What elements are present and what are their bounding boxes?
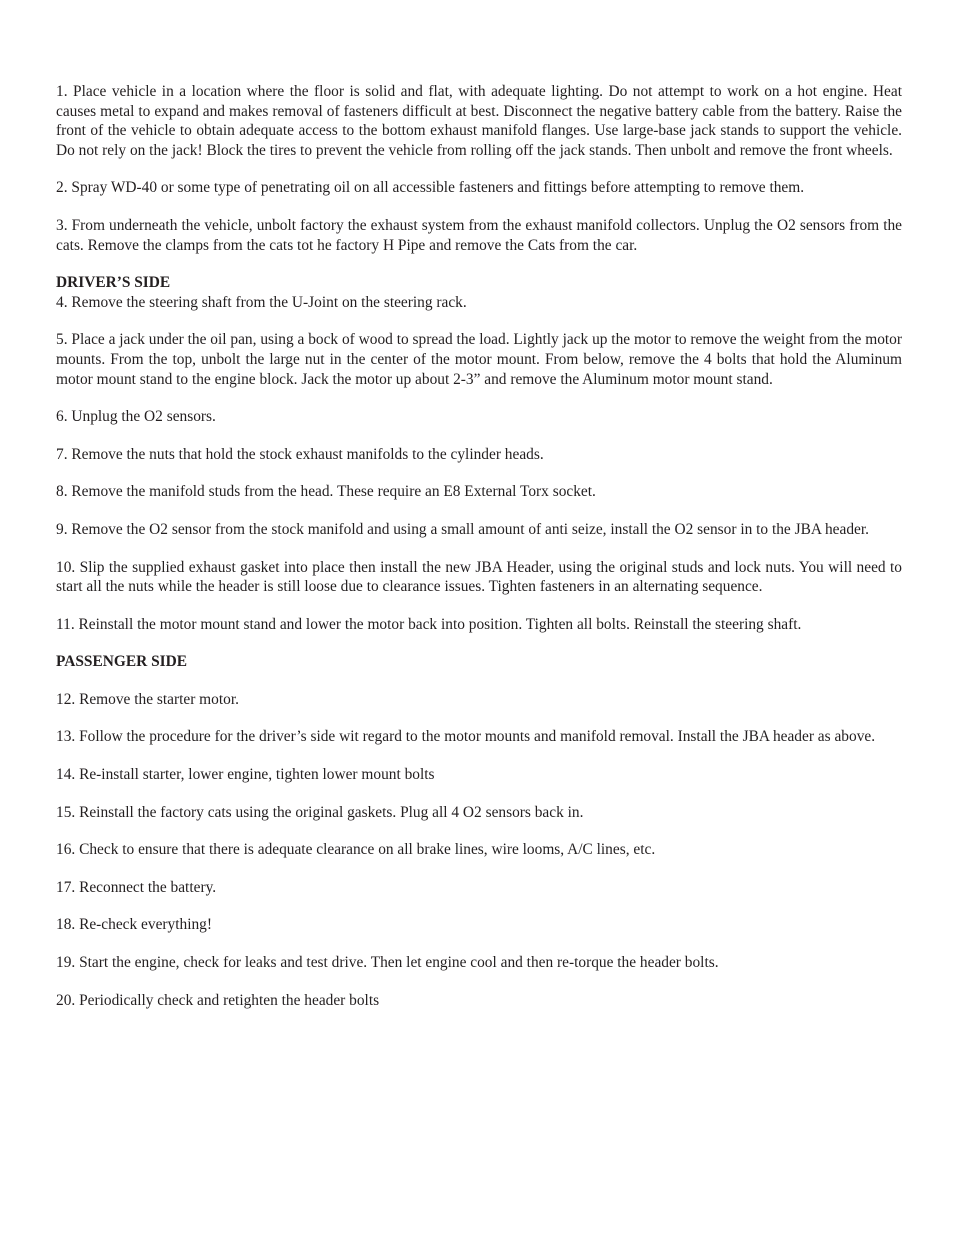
step-3: 3. From underneath the vehicle, unbolt factory the exhaust system from the exhaust manifold collectors. Unplug the O2 sensors from the cats. Remove the clamps from the cats tot he factory H Pipe and remove the Cats from the car. — [56, 216, 902, 254]
step-17: 17. Reconnect the battery. — [56, 878, 217, 896]
step-20: 20. Periodically check and retighten the header bolts — [56, 991, 380, 1009]
step-6: 6. Unplug the O2 sensors. — [56, 408, 216, 426]
step-9: 9. Remove the O2 sensor from the stock manifold and using a small amount of anti seize, install the O2 sensor in to the JBA header. — [56, 520, 869, 538]
step-1: 1. Place vehicle in a location where the floor is solid and flat, with adequate lighting. Do not attempt to work on a hot engine. Heat causes metal to expand and makes removal of fasteners difficult at best. Disconnect the negative battery cable from the battery. Raise the front of the vehicle to obtain adequate access to the bottom exhaust manifold flanges. Use large-base jack stands to support the vehicle. Do not rely on the jack! Block the tires to prevent the vehicle from rolling off the jack stands. Then unbolt and remove the front wheels. — [56, 83, 902, 159]
step-10: 10. Slip the supplied exhaust gasket into place then install the new JBA Header, using the original studs and lock nuts. You will need to start all the nuts while the header is still loose due to clearance issues. Tighten fasteners in an alternating sequence. — [56, 558, 902, 596]
step-12: 12. Remove the starter motor. — [56, 690, 239, 708]
step-13: 13. Follow the procedure for the driver’s side wit regard to the motor mounts and manifold removal. Install the JBA header as above. — [56, 728, 876, 746]
step-5: 5. Place a jack under the oil pan, using a bock of wood to spread the load. Lightly jack up the motor to remove the weight from the motor mounts. From the top, unbolt the large nut in the center of the motor mount. From below, remove the 4 bolts that hold the Aluminum motor mount stand to the engine block. Jack the motor up about 2-3” and remove the Aluminum motor mount stand. — [56, 331, 902, 388]
step-14: 14. Re-install starter, lower engine, tighten lower mount bolts — [56, 766, 435, 784]
step-8: 8. Remove the manifold studs from the head. These require an E8 External Torx socket. — [56, 483, 596, 501]
step-15: 15. Reinstall the factory cats using the original gaskets. Plug all 4 O2 sensors back in. — [56, 803, 584, 821]
step-18: 18. Re-check everything! — [56, 916, 212, 934]
step-4: 4. Remove the steering shaft from the U-Joint on the steering rack. — [56, 293, 467, 311]
step-2: 2. Spray WD-40 or some type of penetrating oil on all accessible fasteners and fittings before attempting to remove them. — [56, 179, 805, 197]
step-7: 7. Remove the nuts that hold the stock exhaust manifolds to the cylinder heads. — [56, 445, 544, 463]
instructions-page — [56, 82, 902, 1028]
step-11: 11. Reinstall the motor mount stand and lower the motor back into position. Tighten all bolts. Reinstall the steering shaft. — [56, 615, 802, 633]
step-16: 16. Check to ensure that there is adequate clearance on all brake lines, wire looms, A/C lines, etc. — [56, 841, 656, 859]
step-19: 19. Start the engine, check for leaks and test drive. Then let engine cool and then re-torque the header bolts. — [56, 954, 719, 972]
passenger-side-heading: PASSENGER SIDE — [56, 653, 188, 671]
drivers-side-heading: DRIVER’S SIDE — [56, 274, 171, 292]
